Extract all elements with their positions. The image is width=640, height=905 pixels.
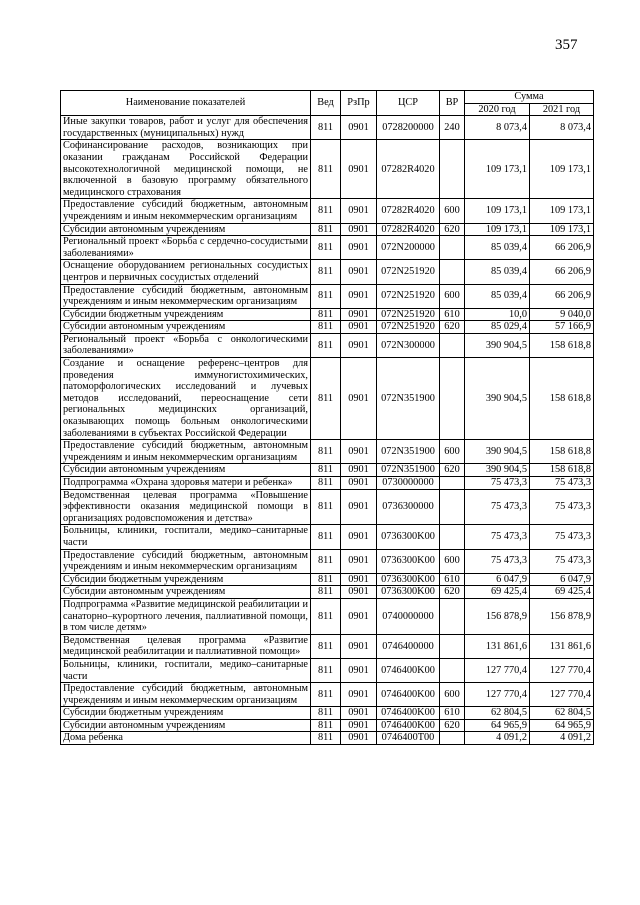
cell-vr: 600 (440, 284, 465, 308)
cell-sum-2021: 62 804,5 (530, 707, 594, 720)
table-row (61, 732, 594, 745)
cell-rzpr: 0901 (341, 260, 377, 284)
cell-sum-2021: 57 166,9 (530, 321, 594, 334)
table-row (61, 489, 594, 525)
cell-csr: 0736300000 (377, 489, 440, 525)
cell-name: Больницы, клиники, госпитали, медико–санитарные части (61, 658, 311, 682)
cell-sum-2021: 75 473,3 (530, 549, 594, 573)
cell-vr (440, 658, 465, 682)
header-ved: Вед (311, 91, 341, 116)
cell-name: Субсидии бюджетным учреждениям (61, 308, 311, 321)
cell-name: Предоставление субсидий бюджетным, автономным учреждениям и иным некоммерческим организациям (61, 440, 311, 464)
cell-vr (440, 333, 465, 357)
cell-rzpr: 0901 (341, 586, 377, 599)
cell-ved: 811 (311, 464, 341, 477)
cell-rzpr: 0901 (341, 573, 377, 586)
cell-sum-2020: 156 878,9 (465, 598, 530, 634)
cell-sum-2021: 66 206,9 (530, 260, 594, 284)
cell-sum-2020: 64 965,9 (465, 719, 530, 732)
cell-rzpr: 0901 (341, 440, 377, 464)
cell-vr (440, 732, 465, 745)
cell-vr: 620 (440, 464, 465, 477)
table-row (61, 308, 594, 321)
cell-name: Субсидии автономным учреждениям (61, 586, 311, 599)
cell-rzpr: 0901 (341, 199, 377, 223)
cell-sum-2020: 75 473,3 (465, 489, 530, 525)
cell-rzpr: 0901 (341, 658, 377, 682)
table-row (61, 333, 594, 357)
cell-ved: 811 (311, 719, 341, 732)
header-year-2021: 2021 год (530, 103, 594, 116)
cell-vr: 620 (440, 586, 465, 599)
cell-csr: 072N200000 (377, 236, 440, 260)
cell-sum-2021: 156 878,9 (530, 598, 594, 634)
cell-sum-2021: 75 473,3 (530, 489, 594, 525)
table-row (61, 598, 594, 634)
cell-vr: 610 (440, 573, 465, 586)
cell-ved: 811 (311, 573, 341, 586)
table-row (61, 358, 594, 440)
cell-vr (440, 358, 465, 440)
cell-vr (440, 260, 465, 284)
cell-csr: 0736300K00 (377, 586, 440, 599)
cell-sum-2021: 131 861,6 (530, 634, 594, 658)
cell-rzpr: 0901 (341, 525, 377, 549)
cell-sum-2021: 109 173,1 (530, 199, 594, 223)
cell-sum-2020: 85 039,4 (465, 260, 530, 284)
cell-rzpr: 0901 (341, 719, 377, 732)
table-row (61, 525, 594, 549)
cell-csr: 0736300K00 (377, 573, 440, 586)
cell-sum-2020: 127 770,4 (465, 683, 530, 707)
cell-vr: 620 (440, 321, 465, 334)
cell-ved: 811 (311, 284, 341, 308)
cell-vr (440, 598, 465, 634)
table-row (61, 634, 594, 658)
table-row (61, 464, 594, 477)
cell-sum-2020: 390 904,5 (465, 333, 530, 357)
header-csr: ЦСР (377, 91, 440, 116)
table-row (61, 223, 594, 236)
cell-sum-2021: 158 618,8 (530, 440, 594, 464)
cell-sum-2021: 109 173,1 (530, 140, 594, 199)
cell-rzpr: 0901 (341, 549, 377, 573)
cell-ved: 811 (311, 440, 341, 464)
cell-csr: 072N351900 (377, 440, 440, 464)
cell-name: Дома ребенка (61, 732, 311, 745)
cell-name: Подпрограмма «Развитие медицинской реабилитации и санаторно–курортного лечения, паллиативной помощи, в том числе детям» (61, 598, 311, 634)
cell-name: Предоставление субсидий бюджетным, автономным учреждениям и иным некоммерческим организациям (61, 549, 311, 573)
cell-name: Региональный проект «Борьба с онкологическими заболеваниями» (61, 333, 311, 357)
cell-csr: 0740000000 (377, 598, 440, 634)
cell-name: Предоставление субсидий бюджетным, автономным учреждениям и иным некоммерческим организациям (61, 284, 311, 308)
header-vr: ВР (440, 91, 465, 116)
cell-ved: 811 (311, 308, 341, 321)
cell-vr (440, 140, 465, 199)
cell-sum-2020: 109 173,1 (465, 199, 530, 223)
cell-sum-2020: 390 904,5 (465, 440, 530, 464)
cell-csr: 07282R4020 (377, 140, 440, 199)
cell-vr (440, 477, 465, 490)
table-row (61, 116, 594, 140)
cell-csr: 0746400000 (377, 634, 440, 658)
cell-sum-2021: 158 618,8 (530, 358, 594, 440)
table-row (61, 236, 594, 260)
cell-rzpr: 0901 (341, 236, 377, 260)
cell-ved: 811 (311, 732, 341, 745)
cell-vr (440, 634, 465, 658)
table-row (61, 719, 594, 732)
cell-sum-2021: 69 425,4 (530, 586, 594, 599)
cell-rzpr: 0901 (341, 308, 377, 321)
cell-sum-2020: 109 173,1 (465, 223, 530, 236)
cell-csr: 072N251920 (377, 321, 440, 334)
cell-vr: 620 (440, 719, 465, 732)
cell-vr (440, 489, 465, 525)
header-year-2020: 2020 год (465, 103, 530, 116)
cell-ved: 811 (311, 707, 341, 720)
table-row (61, 140, 594, 199)
cell-rzpr: 0901 (341, 634, 377, 658)
cell-name: Больницы, клиники, госпитали, медико–санитарные части (61, 525, 311, 549)
table-row (61, 477, 594, 490)
cell-sum-2020: 85 029,4 (465, 321, 530, 334)
cell-sum-2020: 131 861,6 (465, 634, 530, 658)
header-name: Наименование показателей (61, 91, 311, 116)
cell-csr: 072N251920 (377, 260, 440, 284)
cell-rzpr: 0901 (341, 140, 377, 199)
budget-table (60, 90, 594, 745)
table-row (61, 549, 594, 573)
cell-csr: 072N251920 (377, 308, 440, 321)
cell-sum-2021: 158 618,8 (530, 333, 594, 357)
cell-ved: 811 (311, 634, 341, 658)
cell-csr: 0746400K00 (377, 683, 440, 707)
cell-csr: 07282R4020 (377, 223, 440, 236)
cell-csr: 07282R4020 (377, 199, 440, 223)
cell-rzpr: 0901 (341, 477, 377, 490)
cell-csr: 072N251920 (377, 284, 440, 308)
cell-name: Субсидии бюджетным учреждениям (61, 573, 311, 586)
cell-vr: 600 (440, 549, 465, 573)
cell-sum-2020: 75 473,3 (465, 549, 530, 573)
cell-sum-2021: 9 040,0 (530, 308, 594, 321)
cell-rzpr: 0901 (341, 707, 377, 720)
cell-sum-2020: 390 904,5 (465, 464, 530, 477)
table-row (61, 707, 594, 720)
cell-name: Ведомственная целевая программа «Повышение эффективности оказания медицинской помощи в организациях родовспоможения и детства» (61, 489, 311, 525)
cell-sum-2020: 10,0 (465, 308, 530, 321)
cell-csr: 0736300K00 (377, 525, 440, 549)
cell-sum-2021: 75 473,3 (530, 477, 594, 490)
cell-ved: 811 (311, 477, 341, 490)
cell-sum-2020: 8 073,4 (465, 116, 530, 140)
cell-sum-2020: 75 473,3 (465, 477, 530, 490)
header-rzpr: РзПр (341, 91, 377, 116)
header-sum: Сумма (465, 91, 594, 104)
cell-name: Региональный проект «Борьба с сердечно-сосудистыми заболеваниями» (61, 236, 311, 260)
cell-csr: 072N300000 (377, 333, 440, 357)
cell-vr: 610 (440, 707, 465, 720)
table-row (61, 683, 594, 707)
cell-ved: 811 (311, 683, 341, 707)
cell-ved: 811 (311, 549, 341, 573)
cell-sum-2020: 109 173,1 (465, 140, 530, 199)
table-row (61, 321, 594, 334)
cell-rzpr: 0901 (341, 683, 377, 707)
cell-sum-2021: 8 073,4 (530, 116, 594, 140)
cell-sum-2020: 75 473,3 (465, 525, 530, 549)
cell-ved: 811 (311, 199, 341, 223)
cell-sum-2020: 6 047,9 (465, 573, 530, 586)
cell-vr: 240 (440, 116, 465, 140)
cell-vr (440, 525, 465, 549)
table-row (61, 284, 594, 308)
cell-ved: 811 (311, 586, 341, 599)
cell-rzpr: 0901 (341, 464, 377, 477)
cell-sum-2021: 4 091,2 (530, 732, 594, 745)
cell-ved: 811 (311, 358, 341, 440)
cell-vr (440, 236, 465, 260)
cell-ved: 811 (311, 321, 341, 334)
cell-sum-2020: 127 770,4 (465, 658, 530, 682)
cell-name: Субсидии автономным учреждениям (61, 464, 311, 477)
cell-rzpr: 0901 (341, 223, 377, 236)
table-row (61, 440, 594, 464)
cell-name: Создание и оснащение референс–центров для проведения иммуногистохимических, патоморфологических исследований и лучевых методов исследований, переоснащение сети региональных медицинских организаций, оказывающих помощь больным онкологическими заболеваниями в субъектах Российской Федерации (61, 358, 311, 440)
cell-csr: 0736300K00 (377, 549, 440, 573)
table-row (61, 573, 594, 586)
cell-name: Субсидии бюджетным учреждениям (61, 707, 311, 720)
cell-name: Оснащение оборудованием региональных сосудистых центров и первичных сосудистых отделений (61, 260, 311, 284)
cell-csr: 0746400K00 (377, 658, 440, 682)
cell-ved: 811 (311, 525, 341, 549)
cell-rzpr: 0901 (341, 732, 377, 745)
cell-name: Предоставление субсидий бюджетным, автономным учреждениям и иным некоммерческим организациям (61, 199, 311, 223)
table-row (61, 658, 594, 682)
cell-sum-2020: 85 039,4 (465, 236, 530, 260)
cell-name: Подпрограмма «Охрана здоровья матери и ребенка» (61, 477, 311, 490)
table-row (61, 199, 594, 223)
cell-csr: 072N351900 (377, 464, 440, 477)
cell-name: Ведомственная целевая программа «Развитие медицинской реабилитации и паллиативной помощи» (61, 634, 311, 658)
cell-sum-2021: 75 473,3 (530, 525, 594, 549)
cell-name: Субсидии автономным учреждениям (61, 223, 311, 236)
table-row (61, 260, 594, 284)
cell-csr: 0746400T00 (377, 732, 440, 745)
cell-ved: 811 (311, 116, 341, 140)
cell-ved: 811 (311, 236, 341, 260)
cell-vr: 600 (440, 440, 465, 464)
cell-sum-2021: 127 770,4 (530, 658, 594, 682)
cell-sum-2020: 4 091,2 (465, 732, 530, 745)
cell-rzpr: 0901 (341, 333, 377, 357)
cell-vr: 600 (440, 199, 465, 223)
cell-sum-2021: 158 618,8 (530, 464, 594, 477)
cell-ved: 811 (311, 598, 341, 634)
cell-csr: 0728200000 (377, 116, 440, 140)
cell-csr: 0730000000 (377, 477, 440, 490)
cell-name: Софинансирование расходов, возникающих при оказании гражданам Российской Федерации высокотехнологичной медицинской помощи, не включенной в базовую программу обязательного медицинского страхования (61, 140, 311, 199)
table-body (61, 116, 594, 745)
cell-csr: 0746400K00 (377, 707, 440, 720)
cell-sum-2020: 85 039,4 (465, 284, 530, 308)
cell-sum-2020: 390 904,5 (465, 358, 530, 440)
cell-sum-2021: 64 965,9 (530, 719, 594, 732)
cell-rzpr: 0901 (341, 321, 377, 334)
cell-csr: 072N351900 (377, 358, 440, 440)
cell-ved: 811 (311, 658, 341, 682)
cell-name: Иные закупки товаров, работ и услуг для обеспечения государственных (муниципальных) нужд (61, 116, 311, 140)
cell-sum-2021: 66 206,9 (530, 284, 594, 308)
cell-rzpr: 0901 (341, 116, 377, 140)
cell-sum-2021: 6 047,9 (530, 573, 594, 586)
page-number: 357 (555, 37, 578, 53)
cell-ved: 811 (311, 260, 341, 284)
cell-name: Субсидии автономным учреждениям (61, 321, 311, 334)
cell-rzpr: 0901 (341, 284, 377, 308)
cell-vr: 600 (440, 683, 465, 707)
cell-sum-2021: 127 770,4 (530, 683, 594, 707)
cell-vr: 610 (440, 308, 465, 321)
cell-ved: 811 (311, 223, 341, 236)
cell-sum-2021: 109 173,1 (530, 223, 594, 236)
cell-sum-2021: 66 206,9 (530, 236, 594, 260)
cell-name: Субсидии автономным учреждениям (61, 719, 311, 732)
cell-sum-2020: 62 804,5 (465, 707, 530, 720)
cell-vr: 620 (440, 223, 465, 236)
cell-ved: 811 (311, 489, 341, 525)
cell-rzpr: 0901 (341, 358, 377, 440)
table-row (61, 586, 594, 599)
cell-sum-2020: 69 425,4 (465, 586, 530, 599)
cell-ved: 811 (311, 140, 341, 199)
cell-rzpr: 0901 (341, 489, 377, 525)
cell-name: Предоставление субсидий бюджетным, автономным учреждениям и иным некоммерческим организациям (61, 683, 311, 707)
cell-rzpr: 0901 (341, 598, 377, 634)
cell-csr: 0746400K00 (377, 719, 440, 732)
cell-ved: 811 (311, 333, 341, 357)
